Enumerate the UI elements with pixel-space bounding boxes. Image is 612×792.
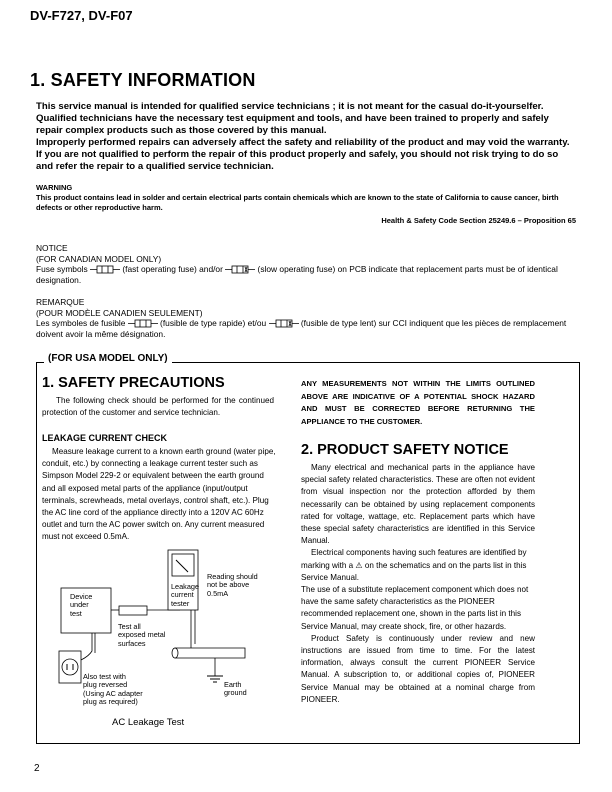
precautions-intro: The following check should be performed for the continued protection of the customer and service technician. [42, 396, 274, 418]
label-also-test: Also test with plug reversed (Using AC adapter plug as required) [83, 672, 143, 706]
product-safety-title: 2. PRODUCT SAFETY NOTICE [301, 442, 509, 458]
remarque-text-2: (fusible de type rapide) et/ou [157, 318, 269, 328]
notice-english [36, 243, 581, 285]
product-safety-p3: The use of a substitute replacement component which does not have the same safety characteristics as the PIONEER recommended replacement one, shown in the parts list in this Service Manual, may create shock, fire, or other hazards. [301, 585, 529, 631]
notice-subtitle: (FOR CANADIAN MODEL ONLY) [36, 253, 162, 264]
label-device-under-test: Device under test [70, 592, 93, 618]
product-safety-p4: Product Safety is continuously under review and new instructions are issued from time to time. For the latest information, always consult the current PIONEER Service Manual. A subscription to, or additional copies of, PIONEER Service Manual may be obtained at a nominal charge from PIONEER. [301, 633, 535, 704]
product-safety-p2: Electrical components having such features are identified by marking with a ⚠ on the schematics and on the parts list in this Service Manual. [301, 548, 527, 582]
earth-pipe [175, 648, 245, 658]
section-title: 1. SAFETY INFORMATION [30, 70, 256, 90]
fast-fuse-icon [90, 265, 120, 274]
remarque-subtitle: (POUR MODÈLE CANADIEN SEULEMENT) [36, 307, 203, 318]
usa-model-label: (FOR USA MODEL ONLY) [44, 353, 172, 364]
notice-body [36, 264, 581, 285]
remarque-body [36, 318, 581, 339]
slow-fuse-icon [225, 265, 255, 274]
leakage-check-body: Measure leakage current to a known earth ground (water pipe, conduit, etc.) by connecting a leakage current tester such as Simpson Model 229-2 or equivalent between the earth ground and all exposed metal parts of the appliance (input/output terminals, screwheads, metal overlays, control shaft, etc.). Plug the AC line cord of the appliance directly into a 120V AC 60Hz outlet and turn the AC power switch on. Any current measured must not exceed 0.5mA. [42, 447, 276, 542]
diagram-caption: AC Leakage Test [112, 717, 185, 728]
product-safety-p1: Many electrical and mechanical parts in the appliance have special safety related characteristics. These are often not evident from visual inspection nor the protection afforded by them necessarily can be obtained by using replacement components rated for voltage, wattage, etc. Replacement parts which have these special safety characteristics are identified in this Service Manual. [301, 463, 535, 546]
notice-title: NOTICE [36, 243, 68, 253]
warning-code: Health & Safety Code Section 25249.6 – Proposition 65 [381, 216, 576, 225]
safety-precautions-title: 1. SAFETY PRECAUTIONS [42, 375, 225, 391]
slow-fuse-icon [269, 319, 299, 328]
header-model: DV-F727, DV-F07 [30, 8, 133, 23]
remarque-title: REMARQUE [36, 297, 85, 307]
notice-text-1: Fuse symbols [36, 264, 90, 274]
outlet-socket [62, 659, 78, 675]
warning-body: This product contains lead in solder and certain electrical parts contain chemicals which are known to the state of California to cause cancer, birth defects or other reproductive harm. [36, 193, 559, 212]
warning-title: WARNING [36, 183, 73, 192]
intro-paragraph-2: Improperly performed repairs can adversely affect the safety and reliability of the product and may void the warranty. If you are not qualified to perform the repair of this product properly and safely, you should not risk trying to do so and refer the repair to a qualified service technician. [36, 137, 570, 172]
probe-resistor [119, 606, 147, 615]
label-test-all: Test all exposed metal surfaces [118, 622, 166, 648]
measurement-warning: ANY MEASUREMENTS NOT WITHIN THE LIMITS OUTLINED ABOVE ARE INDICATIVE OF A POTENTIAL SHOCK HAZARD AND MUST BE CORRECTED BEFORE RETURNING THE APPLIANCE TO THE CUSTOMER. [301, 379, 535, 426]
remarque-text-3: (fusible de type lent) sur CCI indiquent que les pièces de remplacement doivent avoir la même désignation. [36, 318, 567, 339]
notice-french [36, 297, 581, 339]
notice-text-2: (fast operating fuse) and/or [120, 264, 226, 274]
product-safety-body [301, 462, 535, 706]
label-reading: Reading should not be above 0.5mA [207, 572, 258, 598]
intro-text [36, 101, 576, 173]
remarque-text-1: Les symboles de fusible [36, 318, 128, 328]
power-cord [81, 633, 95, 660]
intro-paragraph-1: This service manual is intended for qualified service technicians ; it is not meant for the casual do-it-yourselfer. Qualified technicians have the necessary test equipment and tools, and have been trained to properly and safely repair complex products such as those covered by this manual. [36, 101, 549, 136]
notice-text-3: (slow operating fuse) on PCB indicate that replacement parts must be of identical designation. [36, 264, 558, 285]
page-number: 2 [34, 763, 40, 774]
label-earth-ground: Earth ground [224, 680, 247, 698]
leakage-check-title: LEAKAGE CURRENT CHECK [42, 433, 168, 443]
meter-face [172, 554, 194, 576]
fast-fuse-icon [128, 319, 158, 328]
label-leakage-tester: Leakage current tester [171, 582, 199, 608]
